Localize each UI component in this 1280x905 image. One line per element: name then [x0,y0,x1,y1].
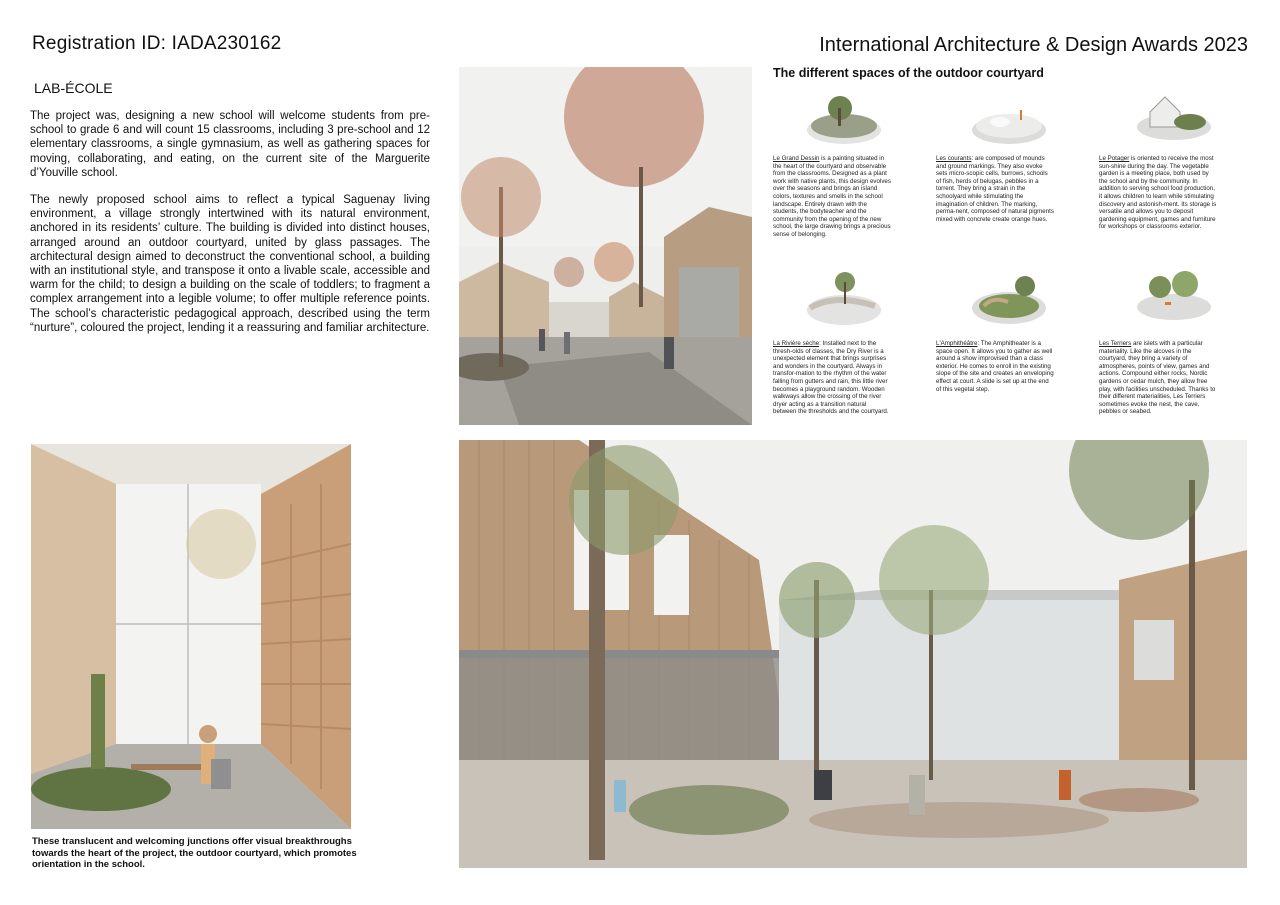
amphitheatre-name: L'Amphithéâtre [936,340,978,347]
courtyard-render-image [459,440,1247,868]
potager-name: Le Potager [1099,155,1130,162]
exterior-render-image [459,67,752,425]
spaces-section-title: The different spaces of the outdoor courtyard [773,66,1044,80]
interior-render-image [31,444,351,829]
potager-diagram [1135,82,1213,142]
amphitheatre-diagram [970,268,1048,328]
description-paragraph-1: The project was, designing a new school will welcome students from pre-school to grade 6 and will count 15 classrooms, including 3 pre-school and 12 elementary classrooms, a single gymnasium, as well as gathering spaces for moving, collaborating, and eating, on the current site of the Marguerite d’Youville school. [30,110,430,179]
project-title: LAB-ÉCOLE [34,80,113,96]
grand-dessin-text: Le Grand Dessin is a painting situated in the heart of the courtyard and observable from the classrooms. Designed as a plant work with native plants, this design evolves over the seasons and brings an island colors, textures and smells in the school landscape. Entirely drawn with the students, the bodyteacher and the community from the opening of the new school, the large drawing brings a precious sense of belonging. [773,155,891,238]
grand-dessin-name: Le Grand Dessin [773,155,820,162]
courants-name: Les courants [936,155,972,162]
grand-dessin-diagram [805,88,883,148]
potager-text: Le Potager is oriented to receive the most sun-shine during the day. The vegetable garden is a meeting place, both used by the school and by the community. In addition to serving school food production, it allows children to learn while stimulating discovery and astonish-ment. Its storage is versatile and allows you to deposit gardening equipment, games and furniture for workshops or classrooms exterior. [1099,155,1217,231]
project-description [30,109,430,348]
terriers-diagram [1135,262,1213,322]
riviere-seche-text: La Rivière sèche: Installed next to the thresh-olds of classes, the Dry River is a unexpected element that brings surprises and wonders in the courtyard. Always in transfor-mation to the rhythm of the water falling from gutters and rain, this little river becomes a playground random. Wooden walkways allow the crossing of the river dryer acting as a transition natural between the thresholds and the courtyard. [773,340,889,416]
riviere-seche-name: La Rivière sèche [773,340,820,347]
amphitheatre-text: L'Amphithéâtre: The Amphitheater is a space open. It allows you to gather as well around a show improvised than a class exterior. He comes to enroll in the existing slope of the site and creates an enveloping effect at court. A slide is set up at the end of this vegetal step. [936,340,1054,393]
registration-id: Registration ID: IADA230162 [32,33,282,54]
courants-diagram [970,88,1048,148]
riviere-seche-diagram [805,268,883,328]
description-paragraph-2: The newly proposed school aims to reflect a typical Saguenay living environment, a village strongly intertwined with its natural environment, anchored in its residents’ culture. The building is divided into distinct houses, arranged around an outdoor courtyard, united by glass passages. The architectural design aimed to deconstruct the conventional school, a building with an institutional style, and transpose it onto a livable scale, accessible and warm for the child; to design a building on the scale of toddlers; to fragment a complex arrangement into a legible volume; to offer multiple reference points. The school’s characteristic pedagogical approach, described using the term “nurture”, coloured the project, lending it a reassuring and familiar architecture. [30,194,430,334]
courants-text: Les courants: are composed of mounds and ground markings. They also evoke sets micro-scopic cells, burrows, schools of fish, herds of belugas, pebbles in a torrent. They bring a strain in the schoolyard while stimulating the imagination of children. The marking, perma-nent, composed of natural pigments mixed with concrete create orange hues. [936,155,1054,223]
award-title: International Architecture & Design Awards 2023 [819,34,1248,56]
interior-caption: These translucent and welcoming junctions offer visual breakthroughs towards the heart of the project, the outdoor courtyard, which promotes orientation in the school. [32,836,357,870]
terriers-text: Les Terriers are islets with a particular materiality. Like the alcoves in the courtyard, they bring a variety of atmospheres, points of view, games and actions. Compound either rocks, Nordic gardens or cedar mulch, they allow free play, with facilities unscheduled. Thanks to their different materialities, Les Terriers sometimes evoke the nest, the cave, pebbles or seabed. [1099,340,1216,416]
terriers-name: Les Terriers [1099,340,1132,347]
